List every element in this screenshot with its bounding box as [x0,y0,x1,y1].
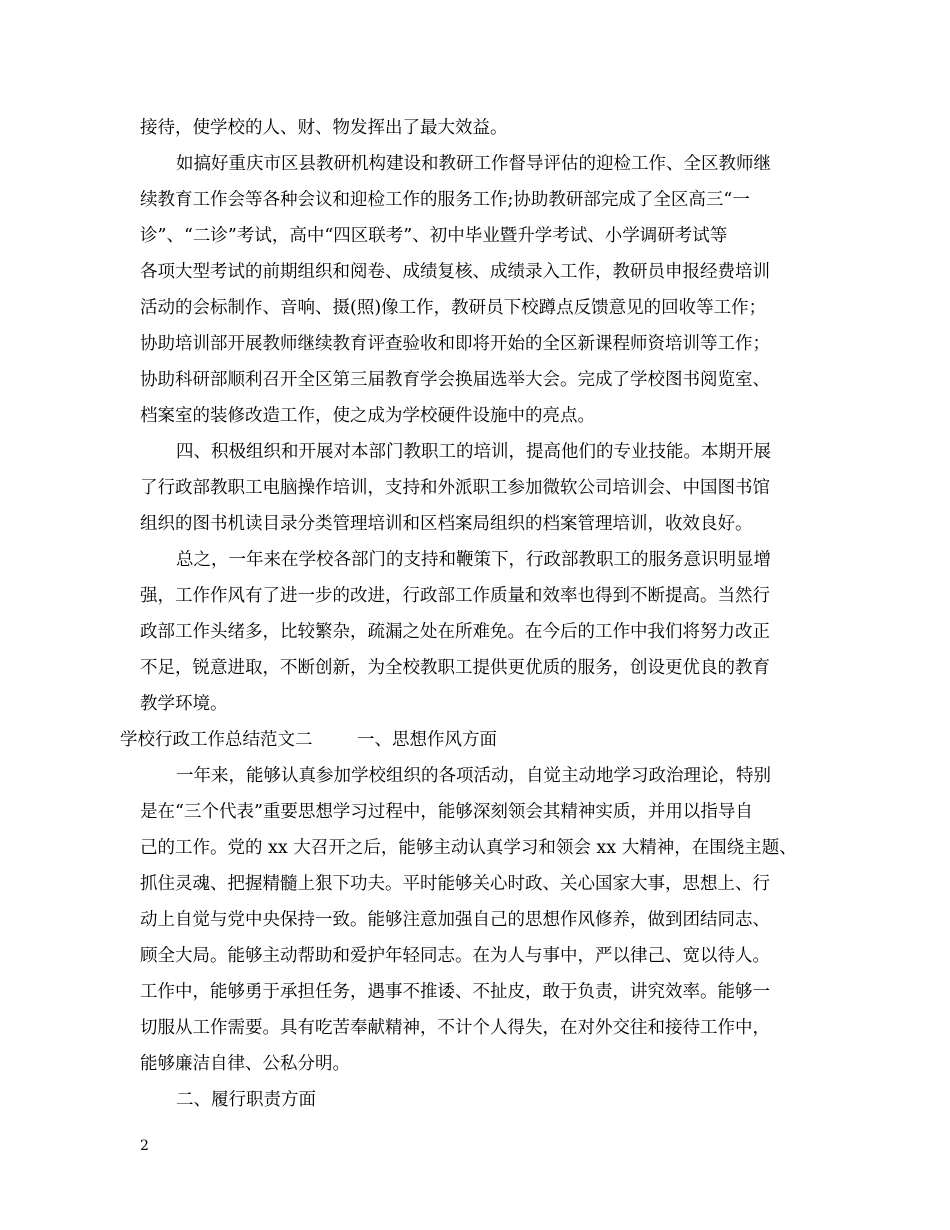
body-text-line: 档案室的装修改造工作，使之成为学校硬件设施中的亮点。 [140,406,595,426]
body-text-line: 政部工作头绪多，比较繁杂，疏漏之处在所难免。在今后的工作中我们将努力改正 [140,622,770,642]
body-text-line: 各项大型考试的前期组织和阅卷、成绩复核、成绩录入工作，教研员申报经费培训 [140,262,770,282]
body-text-line: 四、积极组织和开展对本部门教职工的培训，提高他们的专业技能。本期开展 [176,442,771,462]
body-text-line: 总之，一年来在学校各部门的支持和鞭策下，行政部教职工的服务意识明显增 [176,550,771,570]
body-text-line: 能够廉洁自律、公私分明。 [140,1054,350,1074]
body-text-line: 己的工作。党的 xx 大召开之后，能够主动认真学习和领会 xx 大精神，在围绕主题、 [140,838,797,858]
section-heading: 二、履行职责方面 [176,1090,316,1110]
body-text-line: 续教育工作会等各种会议和迎检工作的服务工作;协助教研部完成了全区高三“一 [140,190,750,210]
body-text-line: 工作中，能够勇于承担任务，遇事不推诿、不扯皮，敢于负责，讲究效率。能够一 [140,982,770,1002]
body-text-line: 抓住灵魂、把握精髓上狠下功夫。平时能够关心时政、关心国家大事，思想上、行 [140,874,770,894]
body-text-line: 诊”、“二诊”考试，高中“四区联考”、初中毕业暨升学考试、小学调研考试等 [140,226,728,246]
body-text-line: 不足，锐意进取，不断创新，为全校教职工提供更优质的服务，创设更优良的教育 [140,658,770,678]
body-text-line: 强，工作作风有了进一步的改进，行政部工作质量和效率也得到不断提高。当然行 [140,586,770,606]
page-number: 2 [140,1138,149,1154]
body-text-line: 了行政部教职工电脑操作培训，支持和外派职工参加微软公司培训会、中国图书馆 [140,478,770,498]
body-text-line: 活动的会标制作、音响、摄(照)像工作，教研员下校蹲点反馈意见的回收等工作； [140,298,767,318]
body-text-line: 一年来，能够认真参加学校组织的各项活动，自觉主动地学习政治理论，特别 [176,766,771,786]
body-text-line: 切服从工作需要。具有吃苦奉献精神，不计个人得失，在对外交往和接待工作中， [140,1018,770,1038]
body-text-line: 顾全大局。能够主动帮助和爱护年轻同志。在为人与事中，严以律己、宽以待人。 [140,946,770,966]
body-text-line: 如搞好重庆市区县教研机构建设和教研工作督导评估的迎检工作、全区教师继 [176,154,771,174]
body-text-line: 组织的图书机读目录分类管理培训和区档案局组织的档案管理培训，收效良好。 [140,514,753,534]
body-text-line: 接待，使学校的人、财、物发挥出了最大效益。 [140,118,508,138]
body-text-line: 是在“三个代表”重要思想学习过程中，能够深刻领会其精神实质，并用以指导自 [140,802,753,822]
body-text-line: 协助培训部开展教师继续教育评查验收和即将开始的全区新课程师资培训等工作； [140,334,770,354]
section-heading: 学校行政工作总结范文二 一、思想作风方面 [120,730,498,750]
body-text-line: 教学环境。 [140,694,228,714]
body-text-line: 动上自觉与党中央保持一致。能够注意加强自己的思想作风修养，做到团结同志、 [140,910,770,930]
body-text-line: 协助科研部顺利召开全区第三届教育学会换届选举大会。完成了学校图书阅览室、 [140,370,770,390]
